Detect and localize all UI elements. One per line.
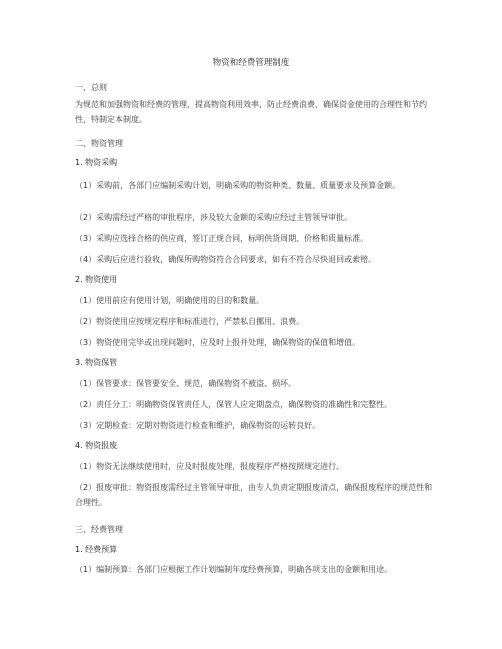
paragraph-use-2: （2）物资使用应按规定程序和标准进行，严禁私自挪用、浪费。 (75, 317, 305, 326)
paragraph-use-3: （3）物资使用完毕或出现问题时，应及时上报并处理，确保物资的保值和增值。 (75, 338, 361, 347)
document-title: 物资和经费管理制度 (212, 58, 290, 68)
subheading-storage: 3. 物资保管 (75, 358, 118, 367)
section-heading-general: 一、总则 (75, 83, 107, 92)
subheading-scrap: 4. 物资报废 (75, 441, 118, 450)
paragraph-storage-1: （1）保管要求：保管要安全、规范，确保物资不被盗、损坏。 (75, 379, 297, 388)
paragraph-purchase-2: （2）采购需经过严格的审批程序，涉及较大金额的采购应经过主管领导审批。 (75, 213, 353, 222)
subheading-use: 2. 物资使用 (75, 275, 118, 284)
paragraph-general: 为规范和加强物资和经费的管理，提高物资利用效率，防止经费浪费，确保资金使用的合理性和节约性，特制定本制度。 (75, 100, 427, 124)
paragraph-scrap-2: （2）报废审批：物资报废需经过主管领导审批，由专人负责定期报废清点，确保报废程序的规范性和合理性。 (75, 483, 433, 507)
paragraph-use-1: （1）使用前应有使用计划，明确使用的目的和数量。 (75, 296, 265, 305)
paragraph-scrap-1: （1）物资无法继续使用时，应及时报废处理，报废程序严格按照规定进行。 (75, 462, 345, 471)
section-heading-material: 二、物资管理 (75, 139, 123, 148)
section-heading-funds: 三、经费管理 (75, 525, 123, 534)
subheading-budget: 1. 经费预算 (75, 545, 118, 554)
paragraph-storage-3: （3）定期检查：定期对物资进行检查和维护，确保物资的运转良好。 (75, 421, 321, 430)
paragraph-storage-2: （2）责任分工：明确物资保管责任人，保管人应定期盘点，确保物资的准确性和完整性。 (75, 400, 393, 409)
paragraph-budget-1: （1）编制预算：各部门应根据工作计划编制年度经费预算，明确各项支出的金额和用途。 (75, 565, 393, 574)
paragraph-purchase-1: （1）采购前，各部门应编制采购计划，明确采购的物资种类、数量、质量要求及预算金额。 (75, 181, 401, 190)
paragraph-purchase-3: （3）采购应选择合格的供应商，签订正规合同，标明供货周期、价格和质量标准。 (75, 234, 369, 243)
paragraph-purchase-4: （4）采购后应进行验收，确保所购物资符合合同要求，如有不符合尽快退回或索赔。 (75, 255, 377, 264)
subheading-purchase: 1. 物资采购 (75, 158, 118, 167)
